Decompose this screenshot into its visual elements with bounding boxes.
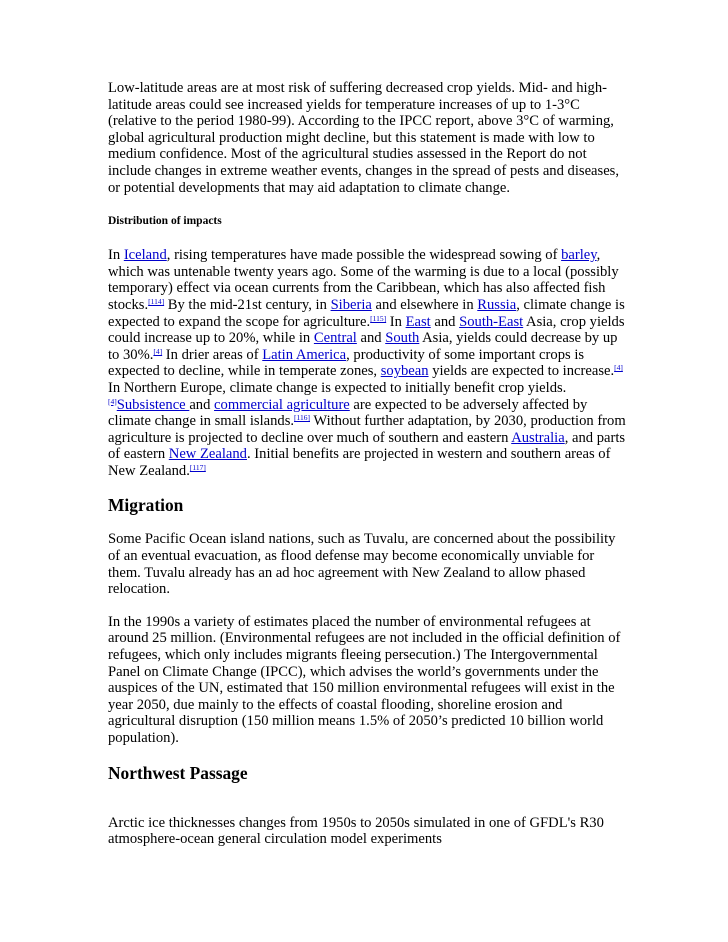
ref-4[interactable]: [4] [153,346,163,356]
link-soybean[interactable]: soybean [380,363,429,380]
link-siberia[interactable]: Siberia [330,296,372,313]
link-south[interactable]: South [385,330,420,347]
link-australia[interactable]: Australia [511,429,565,446]
link-barley[interactable]: barley [561,247,597,264]
link-east[interactable]: East [405,313,431,330]
ref-116[interactable]: [116] [294,413,310,423]
link-russia[interactable]: Russia [477,296,517,313]
link-south-east[interactable]: South-East [459,313,524,330]
ref-117[interactable]: [117] [189,462,206,472]
migration-paragraph-2: In the 1990s a variety of estimates placed the number of environmental refugees at around 25 million. (Environmental refugees are not included in the official definition of refugees, which only includes migrants fleeing persecution.) The Intergovernmental Panel on Climate Change (IPCC), which advises the world’s governments under the auspices of the UN, estimated that 150 million environmental refugees will exist in the year 2050, due mainly to the effects of coastal flooding, shoreline erosion and agricultural disruption (150 million means 1.5% of 2050’s predicted 10 billion world population). [108,613,621,746]
link-new-zealand[interactable]: New Zealand [168,446,247,463]
northwest-passage-paragraph: Arctic ice thicknesses changes from 1950s to 2050s simulated in one of GFDL's R30 atmosphere-ocean general circulation model experiments [108,814,604,848]
crop-yields-paragraph: Low-latitude areas are at most risk of suffering decreased crop yields. Mid- and high-latitude areas could see increased yields for temperature increases of up to 1-3°C (relative to the period 1980-99). According to the IPCC report, above 3°C of warming, global agricultural production might decline, but this statement is made with low to medium confidence. Most of the agricultural studies assessed in the Report do not include changes in extreme weather events, changes in the spread of pests and diseases, or potential developments that may aid adaptation to climate change. [108,80,620,196]
distribution-paragraph: In Iceland, rising temperatures have made possible the widespread sowing of barley, which was untenable twenty years ago. Some of the warming is due to a local (possibly temporary) effect via ocean currents from the Caribbean, which has also affected fish stocks.[114] By the mid-21st century, in Siberia and elsewhere in Russia, climate change is expected to expand the scope for agriculture.[115] In East and South-East Asia, crop yields could increase up to 20%, while in Central and South Asia, yields could decrease by up to 30%.[4] In drier areas of Latin America, productivity of some important crops is expected to decline, while in temperate zones, soybean yields are expected to increase.[4] In Northern Europe, climate change is expected to initially benefit crop yields.[4]Subsistence and commercial agriculture are expected to be adversely affected by climate change in small islands.[116] Without further adaptation, by 2030, production from agriculture is projected to decline over much of southern and eastern Australia, and parts of eastern New Zealand. Initial benefits are projected in western and southern areas of New Zealand.[117] [108,247,626,479]
link-subsistence[interactable]: Subsistence [116,396,190,413]
link-latin-america[interactable]: Latin America [262,346,347,363]
link-iceland[interactable]: Iceland [123,247,167,264]
link-commercial-agriculture[interactable]: commercial agriculture [214,396,350,413]
migration-heading: Migration [108,495,184,516]
northwest-passage-heading: Northwest Passage [108,762,248,783]
ref-4[interactable]: [4] [108,396,117,406]
ref-115[interactable]: [115] [370,313,387,323]
link-central[interactable]: Central [313,330,357,347]
ref-4[interactable]: [4] [614,363,623,373]
document-page [108,80,628,848]
migration-paragraph-1: Some Pacific Ocean island nations, such as Tuvalu, are concerned about the possibility of an eventual evacuation, as flood defense may become economically unviable for them. Tuvalu already has an ad hoc agreement with New Zealand to allow phased relocation. [108,531,616,598]
ref-114[interactable]: [114] [148,296,165,306]
distribution-heading: Distribution of impacts [108,215,222,228]
